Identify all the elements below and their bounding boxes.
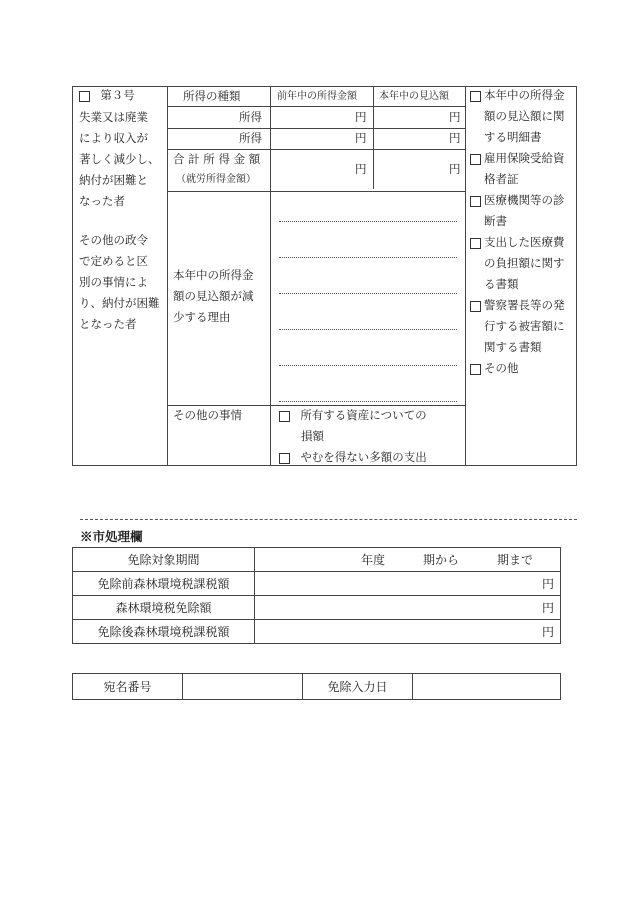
reason-label-2: 額の見込額が減 bbox=[173, 289, 254, 303]
doc-1-text: 本年中の所得金 bbox=[484, 88, 565, 102]
header-income-type: 所得の種類 bbox=[183, 89, 241, 103]
checkbox[interactable] bbox=[470, 364, 481, 375]
doc-4 bbox=[470, 232, 565, 253]
category-desc-2: により収入が bbox=[79, 131, 148, 145]
yen-unit: 円 bbox=[355, 131, 367, 145]
checkbox[interactable] bbox=[279, 453, 290, 464]
divider bbox=[167, 191, 465, 192]
checkbox[interactable] bbox=[79, 91, 90, 102]
divider bbox=[373, 87, 374, 189]
yen-unit: 円 bbox=[449, 131, 461, 145]
income-type-2: 所得 bbox=[239, 131, 262, 145]
other-option-2 bbox=[279, 447, 427, 468]
doc-3 bbox=[470, 190, 565, 211]
reason-line[interactable] bbox=[279, 293, 457, 294]
doc-2-line2: 格者証 bbox=[484, 172, 519, 186]
other-option-1 bbox=[279, 405, 427, 426]
other-option-1-cont: 損額 bbox=[301, 429, 324, 443]
reason-line[interactable] bbox=[279, 329, 457, 330]
cut-line bbox=[80, 519, 577, 520]
checkbox[interactable] bbox=[470, 238, 481, 249]
doc-2 bbox=[470, 148, 565, 169]
total-sub-label: （就労所得金額） bbox=[176, 174, 256, 185]
category-desc2-3: 別の事情によ bbox=[79, 275, 148, 289]
post-exemption-label: 免除後森林環境税課税額 bbox=[73, 620, 255, 644]
exemption-date-label: 免除入力日 bbox=[303, 674, 413, 700]
doc-6-text: その他 bbox=[484, 361, 519, 375]
category-title bbox=[79, 85, 135, 106]
bottom-table bbox=[72, 673, 561, 700]
doc-6 bbox=[470, 358, 519, 379]
reason-line[interactable] bbox=[279, 257, 457, 258]
other-option-2-text: やむを得ない多額の支出 bbox=[300, 450, 427, 464]
doc-5 bbox=[470, 295, 565, 316]
period-from: 期から bbox=[423, 553, 460, 567]
reason-line[interactable] bbox=[279, 401, 457, 402]
category-desc-1: 失業又は廃業 bbox=[79, 110, 148, 124]
category-desc2-2: で定めると区 bbox=[79, 254, 148, 268]
address-no-field[interactable] bbox=[183, 674, 303, 700]
header-curr-estimate: 本年中の見込額 bbox=[379, 91, 449, 102]
pre-exemption-value[interactable]: 円 bbox=[255, 572, 561, 596]
reason-label-3: 少する理由 bbox=[173, 310, 231, 324]
reason-label-1: 本年中の所得金 bbox=[173, 268, 254, 282]
yen-unit: 円 bbox=[355, 162, 367, 176]
main-form-table bbox=[72, 86, 577, 466]
exemption-amount-value[interactable]: 円 bbox=[255, 596, 561, 620]
category-desc-4: 納付が困難と bbox=[79, 173, 148, 187]
checkbox[interactable] bbox=[279, 411, 290, 422]
doc-3-text: 医療機関等の診 bbox=[484, 193, 565, 207]
checkbox[interactable] bbox=[470, 91, 481, 102]
category-desc2-1: その他の政令 bbox=[79, 233, 148, 247]
period-to: 期まで bbox=[497, 553, 534, 567]
exemption-date-field[interactable] bbox=[413, 674, 561, 700]
total-label: 合 計 所 得 金 額 bbox=[173, 152, 261, 166]
divider bbox=[167, 87, 168, 465]
reason-line[interactable] bbox=[279, 365, 457, 366]
doc-3-line2: 断書 bbox=[484, 214, 507, 228]
income-type-1: 所得 bbox=[239, 110, 262, 124]
doc-1-line3: する明細書 bbox=[484, 130, 542, 144]
doc-5-line3: 関する書類 bbox=[484, 340, 542, 354]
city-processing-table bbox=[72, 547, 561, 644]
post-exemption-value[interactable]: 円 bbox=[255, 620, 561, 644]
exemption-amount-label: 森林環境税免除額 bbox=[73, 596, 255, 620]
doc-5-text: 警察署長等の発 bbox=[484, 298, 565, 312]
doc-1-line2: 額の見込額に関 bbox=[484, 109, 565, 123]
period-value[interactable] bbox=[255, 548, 561, 572]
yen-unit: 円 bbox=[449, 110, 461, 124]
doc-1 bbox=[470, 85, 565, 106]
checkbox[interactable] bbox=[470, 301, 481, 312]
yen-unit: 円 bbox=[355, 110, 367, 124]
other-option-1-text: 所有する資産についての bbox=[300, 408, 427, 422]
doc-4-line3: る書類 bbox=[484, 277, 519, 291]
period-label: 免除対象期間 bbox=[73, 548, 255, 572]
category-desc-5: なった者 bbox=[79, 194, 125, 208]
category-title-text: 第３号 bbox=[100, 88, 135, 102]
city-section-title: ※市処理欄 bbox=[80, 529, 143, 544]
doc-4-line2: の負担額に関す bbox=[484, 256, 565, 270]
header-prev-income: 前年中の所得金額 bbox=[277, 91, 357, 102]
doc-4-text: 支出した医療費 bbox=[484, 235, 565, 249]
category-desc2-4: り、納付が困難 bbox=[79, 296, 160, 310]
doc-2-text: 雇用保険受給資 bbox=[484, 151, 565, 165]
address-no-label: 宛名番号 bbox=[73, 674, 183, 700]
category-desc2-5: となった者 bbox=[79, 317, 137, 331]
yen-unit: 円 bbox=[449, 162, 461, 176]
divider bbox=[465, 87, 466, 465]
reason-line[interactable] bbox=[279, 221, 457, 222]
divider bbox=[167, 128, 465, 129]
checkbox[interactable] bbox=[470, 196, 481, 207]
divider bbox=[270, 87, 271, 465]
other-label: その他の事情 bbox=[173, 408, 242, 422]
period-year: 年度 bbox=[361, 553, 386, 567]
checkbox[interactable] bbox=[470, 154, 481, 165]
pre-exemption-label: 免除前森林環境税課税額 bbox=[73, 572, 255, 596]
doc-5-line2: 行する被害額に bbox=[484, 319, 565, 333]
category-desc-3: 著しく減少し、 bbox=[79, 152, 160, 166]
